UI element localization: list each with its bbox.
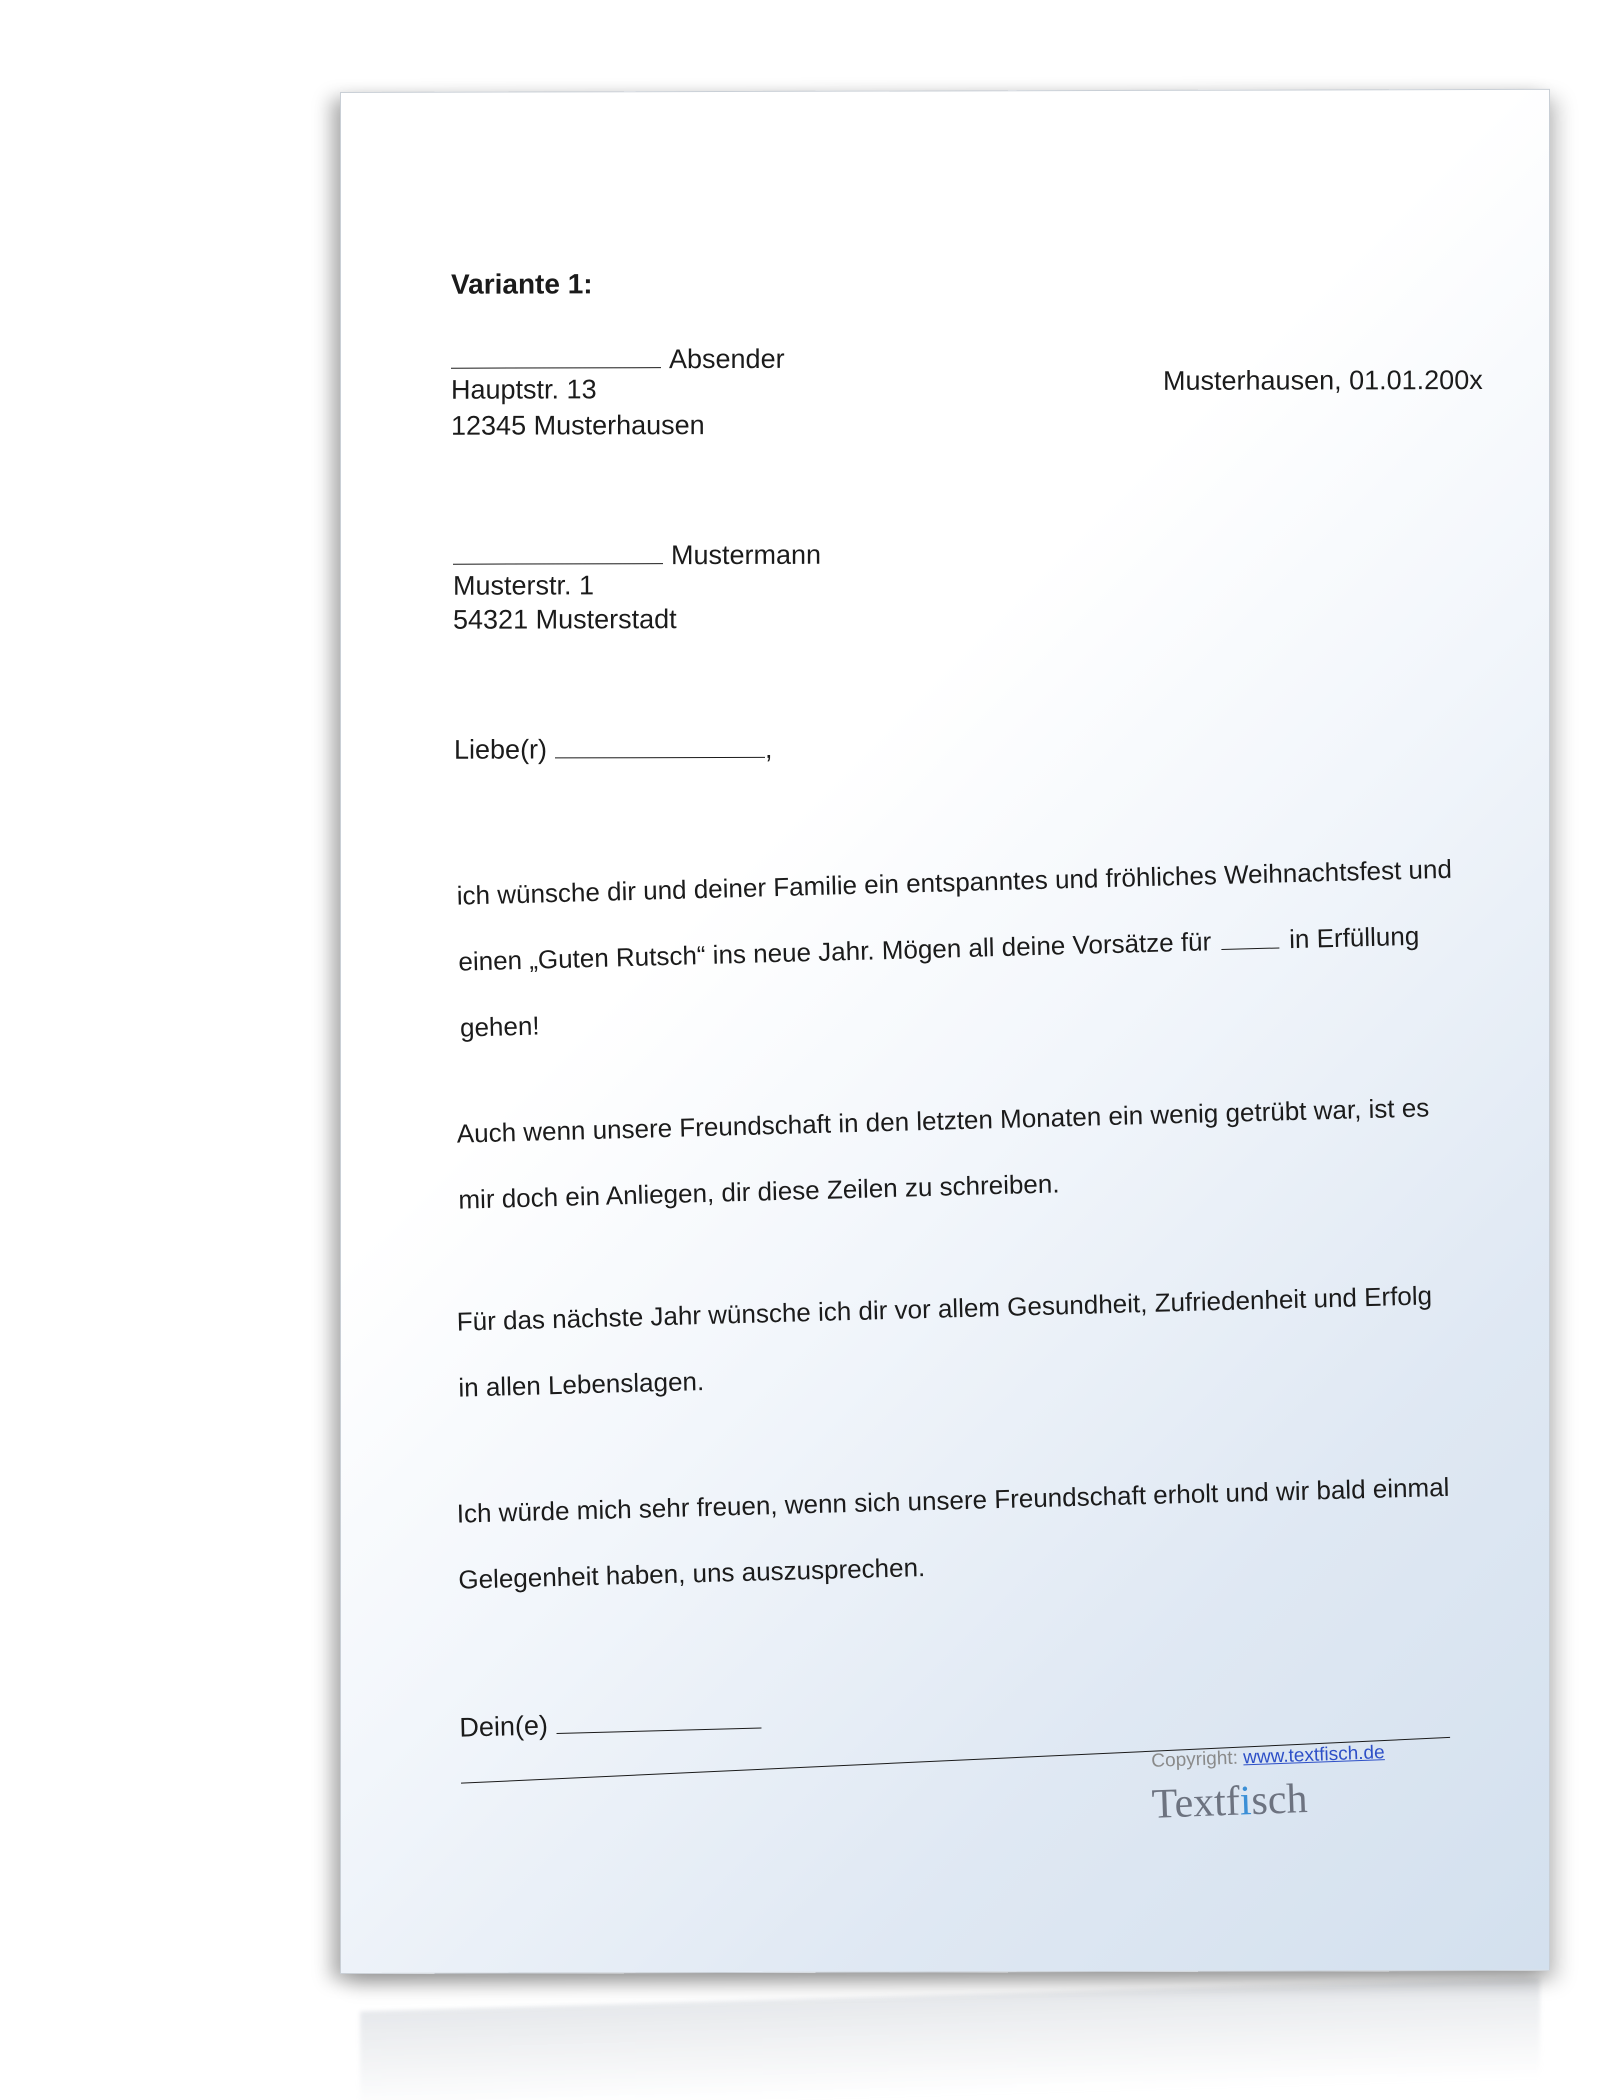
paragraph-greetings (456, 836, 1461, 1061)
paragraph-greetings-part1: ich wünsche dir und deiner Familie ein entspanntes und fröhliches Weihnachtsfest und einen „Guten Rutsch“ ins neue Jahr. Mögen all deine Vorsätze für (456, 853, 1453, 977)
variant-heading: Variante 1: (451, 268, 593, 300)
sender-name-label: Absender (669, 343, 785, 375)
salutation-comma: , (765, 733, 773, 764)
recipient-city: 54321 Musterstadt (453, 604, 677, 635)
recipient-street: Musterstr. 1 (453, 570, 595, 601)
brand-fish-letter: i (1239, 1778, 1253, 1825)
textfisch-logo (1151, 1775, 1308, 1829)
brand-part1: Textf (1151, 1778, 1241, 1828)
paragraph-hope: Ich würde mich sehr freuen, wenn sich unsere Freundschaft erholt und wir bald einmal Gelegenheit haben, uns auszusprechen. (456, 1471, 1450, 1595)
recipient-name-label: Mustermann (671, 539, 822, 571)
page-reflection (360, 1979, 1540, 2100)
paragraph-friendship: Auch wenn unsere Freundschaft in den letzten Monaten ein wenig getrübt war, ist es mir doch ein Anliegen, dir diese Zeilen zu schreiben. (456, 1092, 1430, 1215)
year-blank (1221, 925, 1280, 950)
sender-street: Hauptstr. 13 (451, 374, 597, 405)
copyright-label: Copyright: (1151, 1747, 1239, 1772)
salutation-blank (555, 735, 765, 759)
salutation-prefix: Liebe(r) (454, 734, 548, 765)
closing-line (459, 1705, 761, 1744)
signature-blank (556, 1706, 762, 1735)
paragraph-greetings-part2: in Erfüllung gehen! (459, 920, 1420, 1043)
document-page (340, 89, 1550, 1974)
sender-name-blank (451, 345, 661, 369)
brand-part2: sch (1250, 1776, 1309, 1825)
copyright-notice (1151, 1742, 1385, 1773)
salutation (454, 734, 773, 766)
recipient-name-blank (453, 541, 663, 565)
sender-city: 12345 Musterhausen (451, 410, 705, 441)
sender-name-line (451, 344, 785, 376)
recipient-name-line (453, 540, 821, 572)
copyright-link[interactable]: www.textfisch.de (1242, 1742, 1385, 1769)
paragraph-wishes: Für das nächste Jahr wünsche ich dir vor allem Gesundheit, Zufriedenheit und Erfolg in allen Lebenslagen. (456, 1280, 1433, 1403)
place-date: Musterhausen, 01.01.200x (1163, 365, 1483, 396)
closing-label: Dein(e) (459, 1710, 549, 1743)
